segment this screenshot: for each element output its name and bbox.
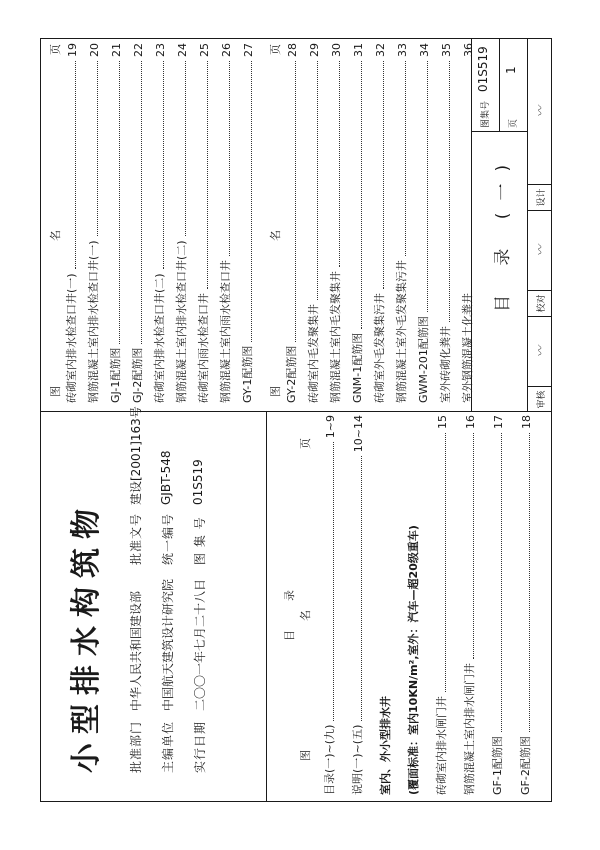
tb-atlas-no: 01S519 bbox=[476, 46, 490, 92]
toc-row-name: GJ-2配筋图 bbox=[131, 347, 144, 403]
toc-row-page: 34 bbox=[418, 43, 431, 57]
horizontal-divider bbox=[266, 412, 267, 801]
toc-row-page: 1~9 bbox=[324, 415, 337, 439]
toc-row-name: 砖砌室内排水检查口井(二) bbox=[153, 273, 166, 403]
toc-row-page: 30 bbox=[330, 43, 343, 57]
tb-code-divider bbox=[499, 39, 500, 132]
toc-row-page: 33 bbox=[396, 43, 409, 57]
toc-row-page: 31 bbox=[352, 43, 365, 57]
toc-row-page: 36 bbox=[462, 43, 475, 57]
toc-leader-dots bbox=[405, 61, 406, 256]
approval-department-label: 批准部门 bbox=[129, 720, 143, 773]
toc-leader-dots bbox=[529, 433, 530, 732]
toc-row-name: 钢筋混凝土室内排水检查口井(二) bbox=[175, 240, 188, 403]
toc-row bbox=[235, 43, 257, 403]
toc-leader-dots bbox=[163, 61, 164, 269]
toc-row-page: 28 bbox=[286, 43, 299, 57]
toc-leader-dots bbox=[427, 61, 428, 312]
toc-row-name: (覆面标准：室内10KN/m²,室外：汽车—超20级重车) bbox=[407, 525, 420, 795]
toc-row-name: 钢筋混凝土室内排水检查口井(一) bbox=[87, 240, 100, 403]
toc-row bbox=[373, 415, 395, 795]
toc-middle-name-head: 名 bbox=[49, 224, 62, 241]
toc-row bbox=[279, 43, 301, 403]
toc-row-page: 26 bbox=[220, 43, 233, 57]
toc-row-name: 室外砖砌化粪井 bbox=[439, 326, 452, 403]
check-label: 校对 bbox=[528, 290, 552, 316]
toc-row-page: 16 bbox=[464, 415, 477, 429]
toc-row-name: GF-2配筋图 bbox=[519, 736, 532, 795]
toc-row-page: 27 bbox=[242, 43, 255, 57]
drawing-frame bbox=[40, 38, 552, 802]
toc-row bbox=[433, 43, 455, 403]
toc-row-name: 砖砌室内排水检查口井(一) bbox=[65, 273, 78, 403]
toc-row-page: 18 bbox=[520, 415, 533, 429]
approval-doc: 建设[2001]163号 bbox=[129, 406, 143, 505]
toc-row-name: GJ-1配筋图 bbox=[109, 347, 122, 403]
toc-left-list bbox=[317, 415, 547, 795]
serial: GJBT-548 bbox=[159, 450, 173, 505]
toc-row-name: 钢筋混凝土室内排水闸门井 bbox=[463, 663, 476, 795]
toc-row bbox=[317, 415, 339, 795]
review-label: 审核 bbox=[528, 386, 552, 412]
toc-leader-dots bbox=[445, 433, 446, 692]
toc-row bbox=[125, 43, 147, 403]
review-signature: 〰 bbox=[528, 316, 552, 386]
toc-row bbox=[345, 415, 367, 795]
toc-row bbox=[191, 43, 213, 403]
signature-strip bbox=[527, 39, 552, 412]
toc-right-name-head: 名 bbox=[269, 224, 282, 241]
editor-unit-label: 主编单位 bbox=[161, 720, 175, 773]
toc-row bbox=[81, 43, 103, 403]
toc-middle-list bbox=[59, 43, 259, 403]
toc-row bbox=[345, 43, 367, 403]
toc-row bbox=[147, 43, 169, 403]
toc-leader-dots bbox=[339, 61, 340, 267]
toc-row-name: GWM-201配筋图 bbox=[417, 316, 430, 403]
toc-row bbox=[429, 415, 451, 795]
toc-left-page-head: 页 bbox=[299, 438, 312, 449]
sheet-name: 目 录 (一) bbox=[493, 152, 513, 312]
toc-row bbox=[301, 43, 323, 403]
toc-leader-dots bbox=[449, 61, 450, 322]
toc-row bbox=[389, 43, 411, 403]
toc-leader-dots bbox=[251, 61, 252, 342]
effective-date: 二〇〇一年七月二十八日 bbox=[193, 578, 207, 711]
effective-date-label: 实行日期 bbox=[193, 720, 207, 773]
toc-row-name: GNM-1配筋图 bbox=[351, 332, 364, 403]
approval-doc-label: 批准文号 bbox=[129, 512, 143, 565]
toc-row-name: 目录(一)~(九) bbox=[323, 724, 336, 795]
toc-row-name: 砖砌室外毛发聚集污井 bbox=[373, 293, 386, 403]
toc-right-page-head: 页 bbox=[269, 44, 282, 55]
toc-row-name: GY-2配筋图 bbox=[285, 345, 298, 403]
toc-row bbox=[213, 43, 235, 403]
toc-middle-page-head: 页 bbox=[49, 44, 62, 55]
toc-middle-pic-head: 图 bbox=[49, 380, 62, 397]
tb-page-no: 1 bbox=[504, 66, 518, 74]
toc-leader-dots bbox=[361, 61, 362, 329]
toc-leader-dots bbox=[97, 61, 98, 236]
toc-row-page: 21 bbox=[110, 43, 123, 57]
toc-row-name: 钢筋混凝土室内雨水检查口井 bbox=[219, 260, 232, 403]
toc-leader-dots bbox=[229, 61, 230, 256]
toc-left-pic-head: 图 bbox=[299, 744, 312, 761]
toc-row bbox=[367, 43, 389, 403]
toc-leader-dots bbox=[317, 61, 318, 300]
toc-row-name: 砖砌室内排水闸门井 bbox=[435, 696, 448, 795]
toc-leader-dots bbox=[119, 61, 120, 344]
tb-page-label: 页 bbox=[509, 118, 519, 128]
toc-row-page: 15 bbox=[436, 415, 449, 429]
toc-row bbox=[401, 415, 423, 795]
toc-row-page: 10~14 bbox=[352, 415, 365, 453]
toc-leader-dots bbox=[361, 456, 362, 720]
toc-row-name: 砖砌室内毛发聚集井 bbox=[307, 304, 320, 403]
document-title: 小型排水构筑物 bbox=[69, 500, 104, 773]
toc-row-name: GY-1配筋图 bbox=[241, 345, 254, 403]
toc-leader-dots bbox=[141, 61, 142, 344]
sheet-name-cell bbox=[471, 131, 528, 412]
toc-row-page: 20 bbox=[88, 43, 101, 57]
title-block bbox=[471, 39, 551, 412]
toc-leader-dots bbox=[207, 61, 208, 289]
toc-row-page: 19 bbox=[66, 43, 79, 57]
toc-row-page: 32 bbox=[374, 43, 387, 57]
toc-leader-dots bbox=[185, 61, 186, 236]
toc-row-name: 钢筋混凝土室内毛发聚集井 bbox=[329, 271, 342, 403]
toc-right-list bbox=[279, 43, 479, 403]
atlas-no: 01S519 bbox=[191, 459, 205, 505]
toc-row-name: 说明(一)~(五) bbox=[351, 724, 364, 795]
toc-leader-dots bbox=[501, 433, 502, 732]
toc-row bbox=[457, 415, 479, 795]
serial-label: 统一编号 bbox=[161, 512, 175, 565]
toc-row-page: 35 bbox=[440, 43, 453, 57]
toc-row-name: 室外钢筋混凝土化粪井 bbox=[461, 293, 474, 403]
toc-row-page: 29 bbox=[308, 43, 321, 57]
toc-left-col2: 录 bbox=[283, 584, 296, 601]
toc-row bbox=[411, 43, 433, 403]
toc-row-page: 23 bbox=[154, 43, 167, 57]
toc-left-col1: 目 bbox=[283, 624, 296, 641]
toc-row bbox=[485, 415, 507, 795]
toc-left-name-head: 名 bbox=[299, 604, 312, 621]
toc-row-page: 22 bbox=[132, 43, 145, 57]
toc-row-name: 砖砌室内雨水检查口井 bbox=[197, 293, 210, 403]
design-label: 设计 bbox=[528, 184, 552, 210]
toc-row-page: 17 bbox=[492, 415, 505, 429]
toc-row bbox=[103, 43, 125, 403]
toc-leader-dots bbox=[383, 61, 384, 289]
toc-leader-dots bbox=[295, 61, 296, 342]
approval-department: 中华人民共和国建设部 bbox=[129, 590, 143, 711]
tb-atlas-label: 图集号 bbox=[481, 100, 491, 128]
editor-unit: 中国航天建筑设计研究院 bbox=[161, 578, 175, 711]
toc-row bbox=[59, 43, 81, 403]
toc-row-page: 24 bbox=[176, 43, 189, 57]
atlas-label: 图 集 号 bbox=[193, 516, 207, 565]
toc-right-pic-head: 图 bbox=[269, 380, 282, 397]
toc-row bbox=[513, 415, 535, 795]
toc-row-name: 室内、外小型排水井 bbox=[379, 696, 392, 795]
toc-row bbox=[323, 43, 345, 403]
toc-leader-dots bbox=[473, 433, 474, 659]
toc-leader-dots bbox=[75, 61, 76, 269]
toc-leader-dots bbox=[333, 442, 334, 720]
toc-row-name: GF-1配筋图 bbox=[491, 736, 504, 795]
toc-row-page: 25 bbox=[198, 43, 211, 57]
atlas-code-cell bbox=[471, 39, 528, 132]
check-signature: 〰 bbox=[528, 210, 552, 290]
toc-row bbox=[169, 43, 191, 403]
design-signature: 〰 bbox=[534, 106, 547, 117]
toc-row-name: 钢筋混凝土室外毛发聚集污井 bbox=[395, 260, 408, 403]
